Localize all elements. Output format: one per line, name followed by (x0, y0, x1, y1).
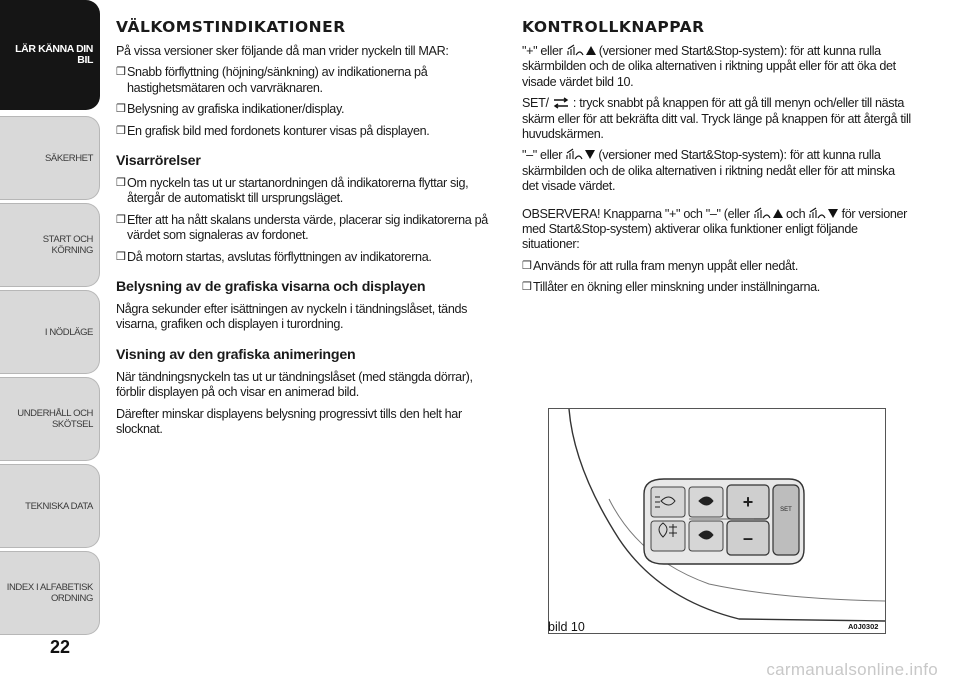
checkbox-bullet-icon: ❒ (522, 281, 532, 294)
right-column (522, 18, 912, 302)
auto-start-stop-down-icon (565, 148, 595, 161)
list-item: ❒ Tillåter en ökning eller minskning under inställningarna. (522, 280, 820, 295)
figure-code: A0J0302 (848, 622, 879, 631)
tab-sakerhet[interactable]: SÄKERHET (0, 116, 100, 200)
checkbox-bullet-icon: ❒ (116, 213, 126, 226)
page-number: 22 (49, 637, 71, 657)
tab-start-och-korning[interactable]: START OCH KÖRNING (0, 203, 100, 287)
paragraph-intro: På vissa versioner sker följande då man vrider nyckeln till MAR: (116, 44, 449, 58)
tab-lar-kanna-din-bil[interactable]: LÄR KÄNNA DIN BIL (0, 0, 100, 110)
left-column (116, 18, 496, 444)
heading-belysning: Belysning av de grafiska visarna och displayen (116, 279, 426, 296)
minus-label: – (742, 528, 754, 548)
set-label: SET (780, 507, 792, 513)
checkbox-bullet-icon: ❒ (522, 259, 532, 272)
checkbox-bullet-icon: ❒ (116, 103, 126, 116)
list-item: ❒ Efter att ha nått skalans understa värde, placerar sig indikatorerna på värdet som signaleras av fordonet. (116, 212, 488, 243)
set-button[interactable] (773, 485, 799, 555)
tab-index[interactable]: INDEX I ALFABETISK ORDNING (0, 551, 100, 635)
return-arrow-icon (552, 97, 570, 109)
tab-tekniska-data[interactable]: TEKNISKA DATA (0, 464, 100, 548)
list-item: ❒ Belysning av grafiska indikationer/display. (116, 102, 345, 117)
figure-caption: bild 10 (548, 620, 585, 634)
control-panel-illustration (549, 409, 885, 633)
figure-control-buttons (548, 408, 886, 634)
paragraph-observera: OBSERVERA! Knapparna "+" och "–" (eller och för versioner med Start&Stop-system) aktiverar olika funktioner enligt följande situationer: (522, 206, 908, 252)
list-item: ❒ En grafisk bild med fordonets konturer visas på displayen. (116, 123, 430, 138)
section-title-valkomst: VÄLKOMSTINDIKATIONER (116, 18, 346, 36)
checkbox-bullet-icon: ❒ (116, 177, 126, 190)
list-item: ❒ Används för att rulla fram menyn uppåt eller nedåt. (522, 258, 798, 273)
list-item: ❒ Då motorn startas, avslutas förflyttningen av indikatorerna. (116, 249, 432, 264)
paragraph-minus: "–" eller (versioner med Start&Stop-system): för att kunna rulla skärmbilden och de olika alternativen i riktning nedåt eller för att minska det visade värdet. (522, 148, 895, 194)
checkbox-bullet-icon: ❒ (116, 250, 126, 263)
list-item: ❒ Snabb förflyttning (höjning/sänkning) av indikationerna på hastighetsmätaren och varvräknaren. (116, 65, 428, 95)
auto-start-stop-up-icon (753, 207, 783, 220)
tab-i-nodlage[interactable]: I NÖDLÄGE (0, 290, 100, 374)
list-item: ❒ Om nyckeln tas ut ur startanordningen då indikatorerna flyttar sig, återgår de automatiskt till ursprungsläget. (116, 176, 469, 206)
auto-start-stop-down-icon (808, 207, 838, 220)
auto-start-stop-up-icon (566, 44, 596, 57)
tab-underhall-och-skotsel[interactable]: UNDERHÅLL OCH SKÖTSEL (0, 377, 100, 461)
paragraph-set: SET/ : tryck snabbt på knappen för att gå till menyn och/eller till nästa skärm eller för att bekräfta ditt val. Tryck länge på knappen för att återgå till huvudskärmen. (522, 96, 911, 142)
paragraph-belysning: Några sekunder efter isättningen av nyckeln i tändningslåset, tänds visarna, grafiken och displayen i turordning. (116, 302, 468, 332)
plus-label: + (742, 492, 754, 512)
paragraph-animering-1: När tändningsnyckeln tas ut ur tändningslåset (med stängda dörrar), förblir displayen på och visar en animerad bild. (116, 369, 473, 400)
section-title-kontrollknappar: KONTROLLKNAPPAR (522, 18, 705, 36)
checkbox-bullet-icon: ❒ (116, 66, 126, 79)
paragraph-plus: "+" eller (versioner med Start&Stop-system): för att kunna rulla skärmbilden och de olika alternativen i riktning uppåt eller för att öka det visade värdet bild 10. (522, 44, 896, 89)
heading-animering: Visning av den grafiska animeringen (116, 346, 356, 363)
heading-visarrorelser: Visarrörelser (116, 153, 201, 170)
watermark: carmanualsonline.info (766, 660, 938, 679)
checkbox-bullet-icon: ❒ (116, 124, 126, 137)
chapter-tabs (0, 0, 100, 640)
paragraph-animering-2: Därefter minskar displayens belysning progressivt tills den helt har slocknat. (116, 406, 462, 437)
